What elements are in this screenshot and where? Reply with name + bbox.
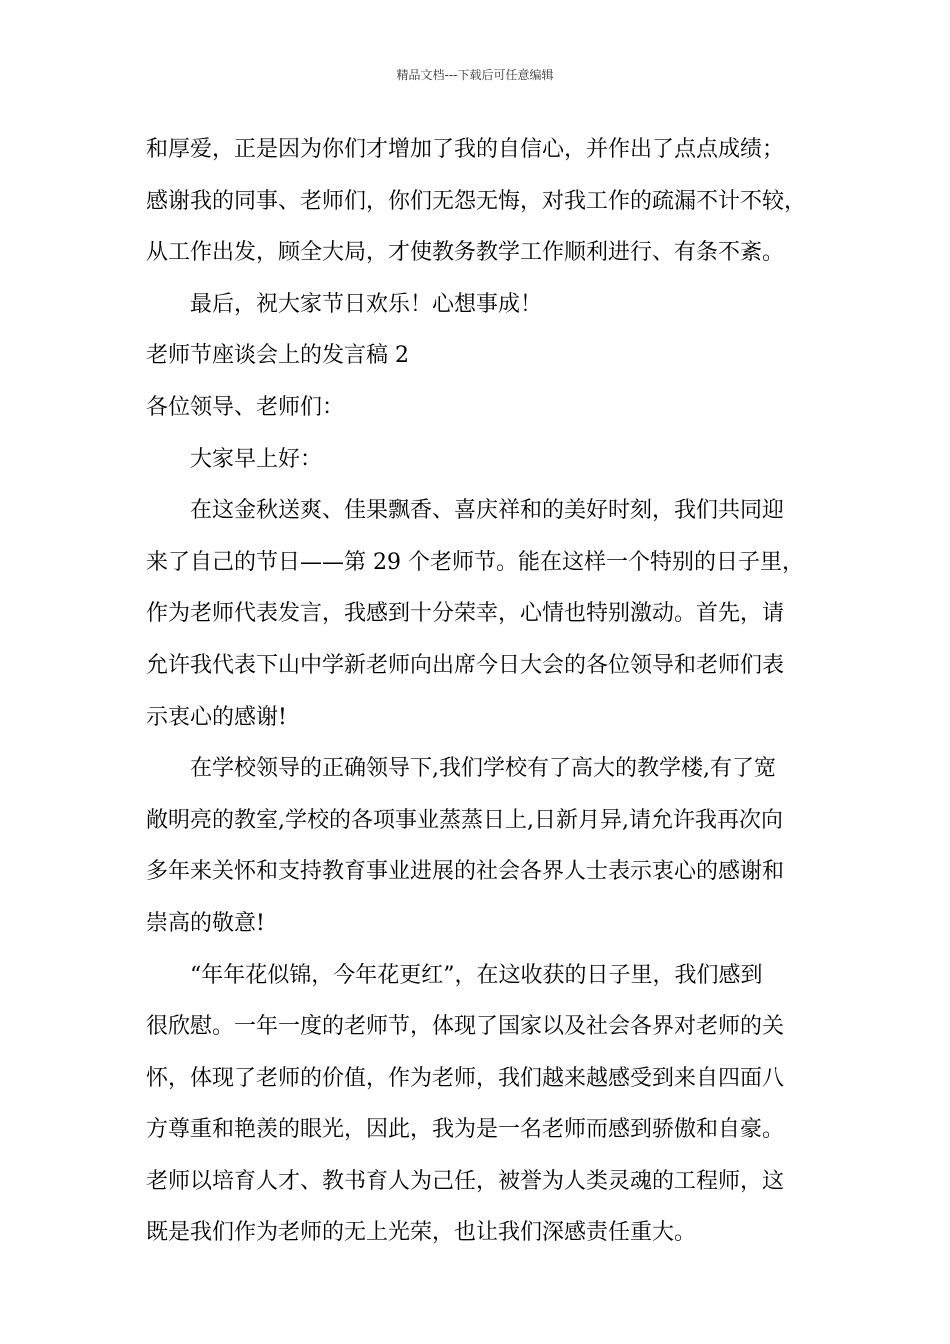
text-line: 允许我代表下山中学新老师向出席今日大会的各位领导和老师们表 — [146, 652, 785, 678]
text-line: 在这金秋送爽、佳果飘香、喜庆祥和的美好时刻，我们共同迎 — [190, 498, 785, 524]
text-line: 怀，体现了老师的价值，作为老师，我们越来越感受到来自四面八 — [146, 1065, 785, 1091]
page-header: 精品文档---下载后可任意编辑 — [396, 68, 554, 82]
text-line: 方尊重和艳羡的眼光，因此，我为是一名老师而感到骄傲和自豪。 — [146, 1117, 785, 1143]
document-body — [146, 128, 826, 1263]
text-line: 从工作出发，顾全大局，才使教务教学工作顺利进行、有条不紊。 — [146, 240, 785, 266]
salutation: 各位领导、老师们： — [146, 394, 345, 420]
section-title: 老师节座谈会上的发言稿 2 — [146, 343, 409, 369]
text-line: 老师以培育人才、教书育人为己任，被誉为人类灵魂的工程师，这 — [146, 1168, 785, 1194]
text-line: 很欣慰。一年一度的老师节，体现了国家以及社会各界对老师的关 — [146, 1014, 785, 1040]
text-line: 示衷心的感谢! — [146, 704, 287, 730]
text-line: 崇高的敬意! — [146, 910, 265, 936]
text-line: 最后，祝大家节日欢乐！心想事成！ — [190, 291, 543, 317]
text-line: 和厚爱，正是因为你们才增加了我的自信心，并作出了点点成绩； — [146, 137, 785, 162]
greeting: 大家早上好： — [190, 446, 323, 472]
text-line: 既是我们作为老师的无上光荣，也让我们深感责任重大。 — [146, 1220, 697, 1246]
text-line: “年年花似锦，今年花更红”，在这收获的日子里，我们感到 — [190, 962, 763, 988]
text-line: 多年来关怀和支持教育事业进展的社会各界人士表示衷心的感谢和 — [146, 859, 785, 885]
text-line: 感谢我的同事、老师们，你们无怨无悔，对我工作的疏漏不计不较， — [146, 188, 807, 214]
text-line: 在学校领导的正确领导下,我们学校有了高大的教学楼,有了宽 — [190, 756, 776, 782]
text-line: 作为老师代表发言，我感到十分荣幸，心情也特别激动。首先，请 — [146, 601, 785, 627]
text-line: 来了自己的节日——第 29 个老师节。能在这样一个特别的日子里， — [146, 549, 804, 575]
text-line: 敞明亮的教室,学校的各项事业蒸蒸日上,日新月异,请允许我再次向 — [146, 807, 783, 833]
